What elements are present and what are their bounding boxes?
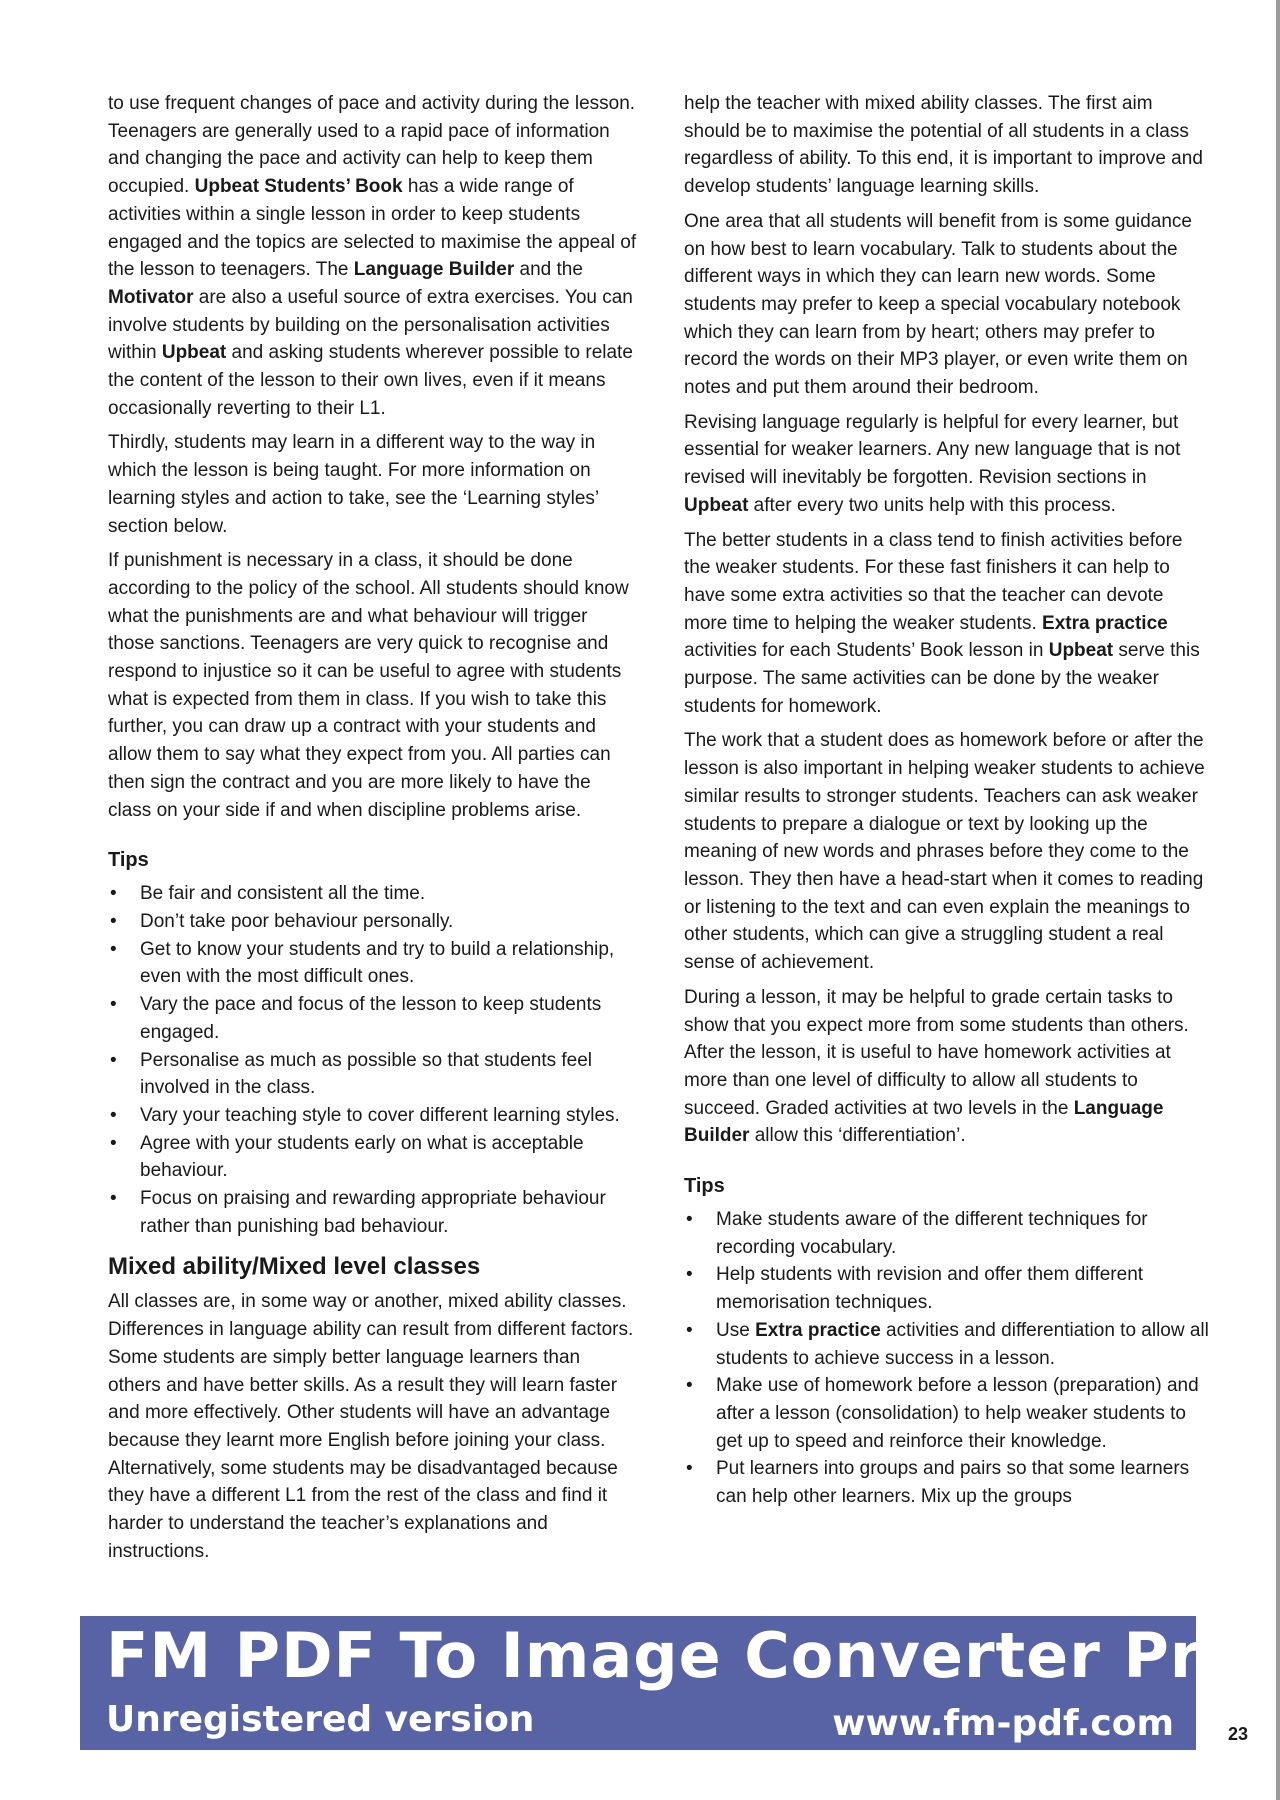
left-paragraphs — [108, 90, 638, 824]
paragraph: One area that all students will benefit from is some guidance on how best to learn vocabulary. Talk to students about the different ways in which they can learn new words. Some students may prefer to keep a special vocabulary notebook which they can learn from by heart; others may prefer to record the words on their MP3 player, or even write them on notes and put them around their bedroom. — [684, 210, 1192, 399]
paragraph: If punishment is necessary in a class, it should be done according to the policy of the school. All students should know what the punishments are and what behaviour will trigger those sanctions. Teenagers are very quick to recognise and respond to injustice so it can be useful to agree with students what is expected from them in class. If you wish to take this further, you can draw up a contract with your students and allow them to say what they expect from you. All parties can then sign the contract and you are more likely to have the class on your side if and when discipline problems arise. — [108, 550, 629, 821]
tip-item: • Vary the pace and focus of the lesson to keep students engaged. — [108, 991, 638, 1046]
tip-item: • Get to know your students and try to build a relationship, even with the most difficult ones. — [108, 936, 638, 991]
paragraph: help the teacher with mixed ability classes. The first aim should be to maximise the potential of all students in a class regardless of ability. To this end, it is important to improve and develop students’ language learning skills. — [684, 93, 1203, 198]
tip-item: • Personalise as much as possible so that students feel involved in the class. — [108, 1047, 638, 1102]
page-number: 23 — [1228, 1724, 1249, 1744]
paragraph: All classes are, in some way or another, mixed ability classes. Differences in language ability can result from different factors. Some students are simply better language learners than others and have better skills. As a result they will learn faster and more effectively. Other students will have an advantage because they learnt more English before joining your class. Alternatively, some students may be disadvantaged because they have a different L1 from the rest of the class and find it harder to understand the teacher’s explanations and instructions. — [108, 1291, 634, 1562]
tip-item: • Vary your teaching style to cover different learning styles. — [108, 1102, 638, 1130]
paragraph: The work that a student does as homework before or after the lesson is also important in helping weaker students to achieve similar results to stronger students. Teachers can ask weaker students to prepare a dialogue or text by looking up the meaning of new words and phrases before they come to the lesson. They then have a head-start when it comes to reading or listening to the text and can even explain the meanings to other students, which can give a struggling student a real sense of achievement. — [684, 730, 1205, 974]
paragraph: Revising language regularly is helpful for every learner, but essential for weaker learners. Any new language that is not revised will inevitably be forgotten. Revision sections in Upbeat after every two units help with this process. — [684, 411, 1181, 516]
paragraph: Thirdly, students may learn in a different way to the way in which the lesson is being taught. For more information on learning styles and action to take, see the ‘Learning styles’ section below. — [108, 432, 599, 537]
right-column — [684, 90, 1210, 1523]
tip-item: • Use Extra practice activities and differentiation to allow all students to achieve success in a lesson. — [684, 1317, 1210, 1372]
paragraph: During a lesson, it may be helpful to grade certain tasks to show that you expect more from some students than others. After the lesson, it is useful to have homework activities at more than one level of difficulty to allow all students to succeed. Graded activities at two levels in the Language Builder allow this ‘differentiation’. — [684, 986, 1189, 1147]
section-paragraphs — [108, 1288, 638, 1565]
left-tips-heading: Tips — [108, 849, 149, 872]
page-edge — [1276, 0, 1280, 1800]
right-tips-list — [684, 1206, 1210, 1511]
tip-item: • Put learners into groups and pairs so that some learners can help other learners. Mix up the groups — [684, 1455, 1210, 1510]
tip-item: • Don’t take poor behaviour personally. — [108, 908, 638, 936]
watermark-title: FM PDF To Image Converter Pro — [106, 1619, 1245, 1692]
watermark-subtitle: Unregistered version — [106, 1699, 535, 1740]
tip-item: • Help students with revision and offer them different memorisation techniques. — [684, 1261, 1210, 1316]
left-tips-list — [108, 880, 638, 1240]
tip-item: • Be fair and consistent all the time. — [108, 880, 638, 908]
right-tips-heading: Tips — [684, 1175, 725, 1198]
tip-item: • Make use of homework before a lesson (preparation) and after a lesson (consolidation) to help weaker students to get up to speed and reinforce their knowledge. — [684, 1372, 1210, 1455]
tip-item: • Focus on praising and rewarding appropriate behaviour rather than punishing bad behaviour. — [108, 1185, 638, 1240]
right-paragraphs — [684, 90, 1210, 1150]
watermark-url[interactable]: www.fm-pdf.com — [832, 1703, 1174, 1744]
tip-item: • Make students aware of the different techniques for recording vocabulary. — [684, 1206, 1210, 1261]
tip-item: • Agree with your students early on what is acceptable behaviour. — [108, 1130, 638, 1185]
paragraph: to use frequent changes of pace and activity during the lesson. Teenagers are generally used to a rapid pace of information and changing the pace and activity can help to keep them occupied. Upbeat Students’ Book has a wide range of activities within a single lesson in order to keep students engaged and the topics are selected to maximise the appeal of the lesson to teenagers. The Language Builder and the Motivator are also a useful source of extra exercises. You can involve students by building on the personalisation activities within Upbeat and asking students wherever possible to relate the content of the lesson to their own lives, even if it means occasionally reverting to their L1. — [108, 93, 637, 419]
left-column — [108, 90, 638, 1572]
section-heading: Mixed ability/Mixed level classes — [108, 1253, 481, 1281]
paragraph: The better students in a class tend to finish activities before the weaker students. For these fast finishers it can help to have some extra activities so that the teacher can devote more time to helping the weaker students. Extra practice activities for each Students’ Book lesson in Upbeat serve this purpose. The same activities can be done by the weaker students for homework. — [684, 529, 1200, 717]
